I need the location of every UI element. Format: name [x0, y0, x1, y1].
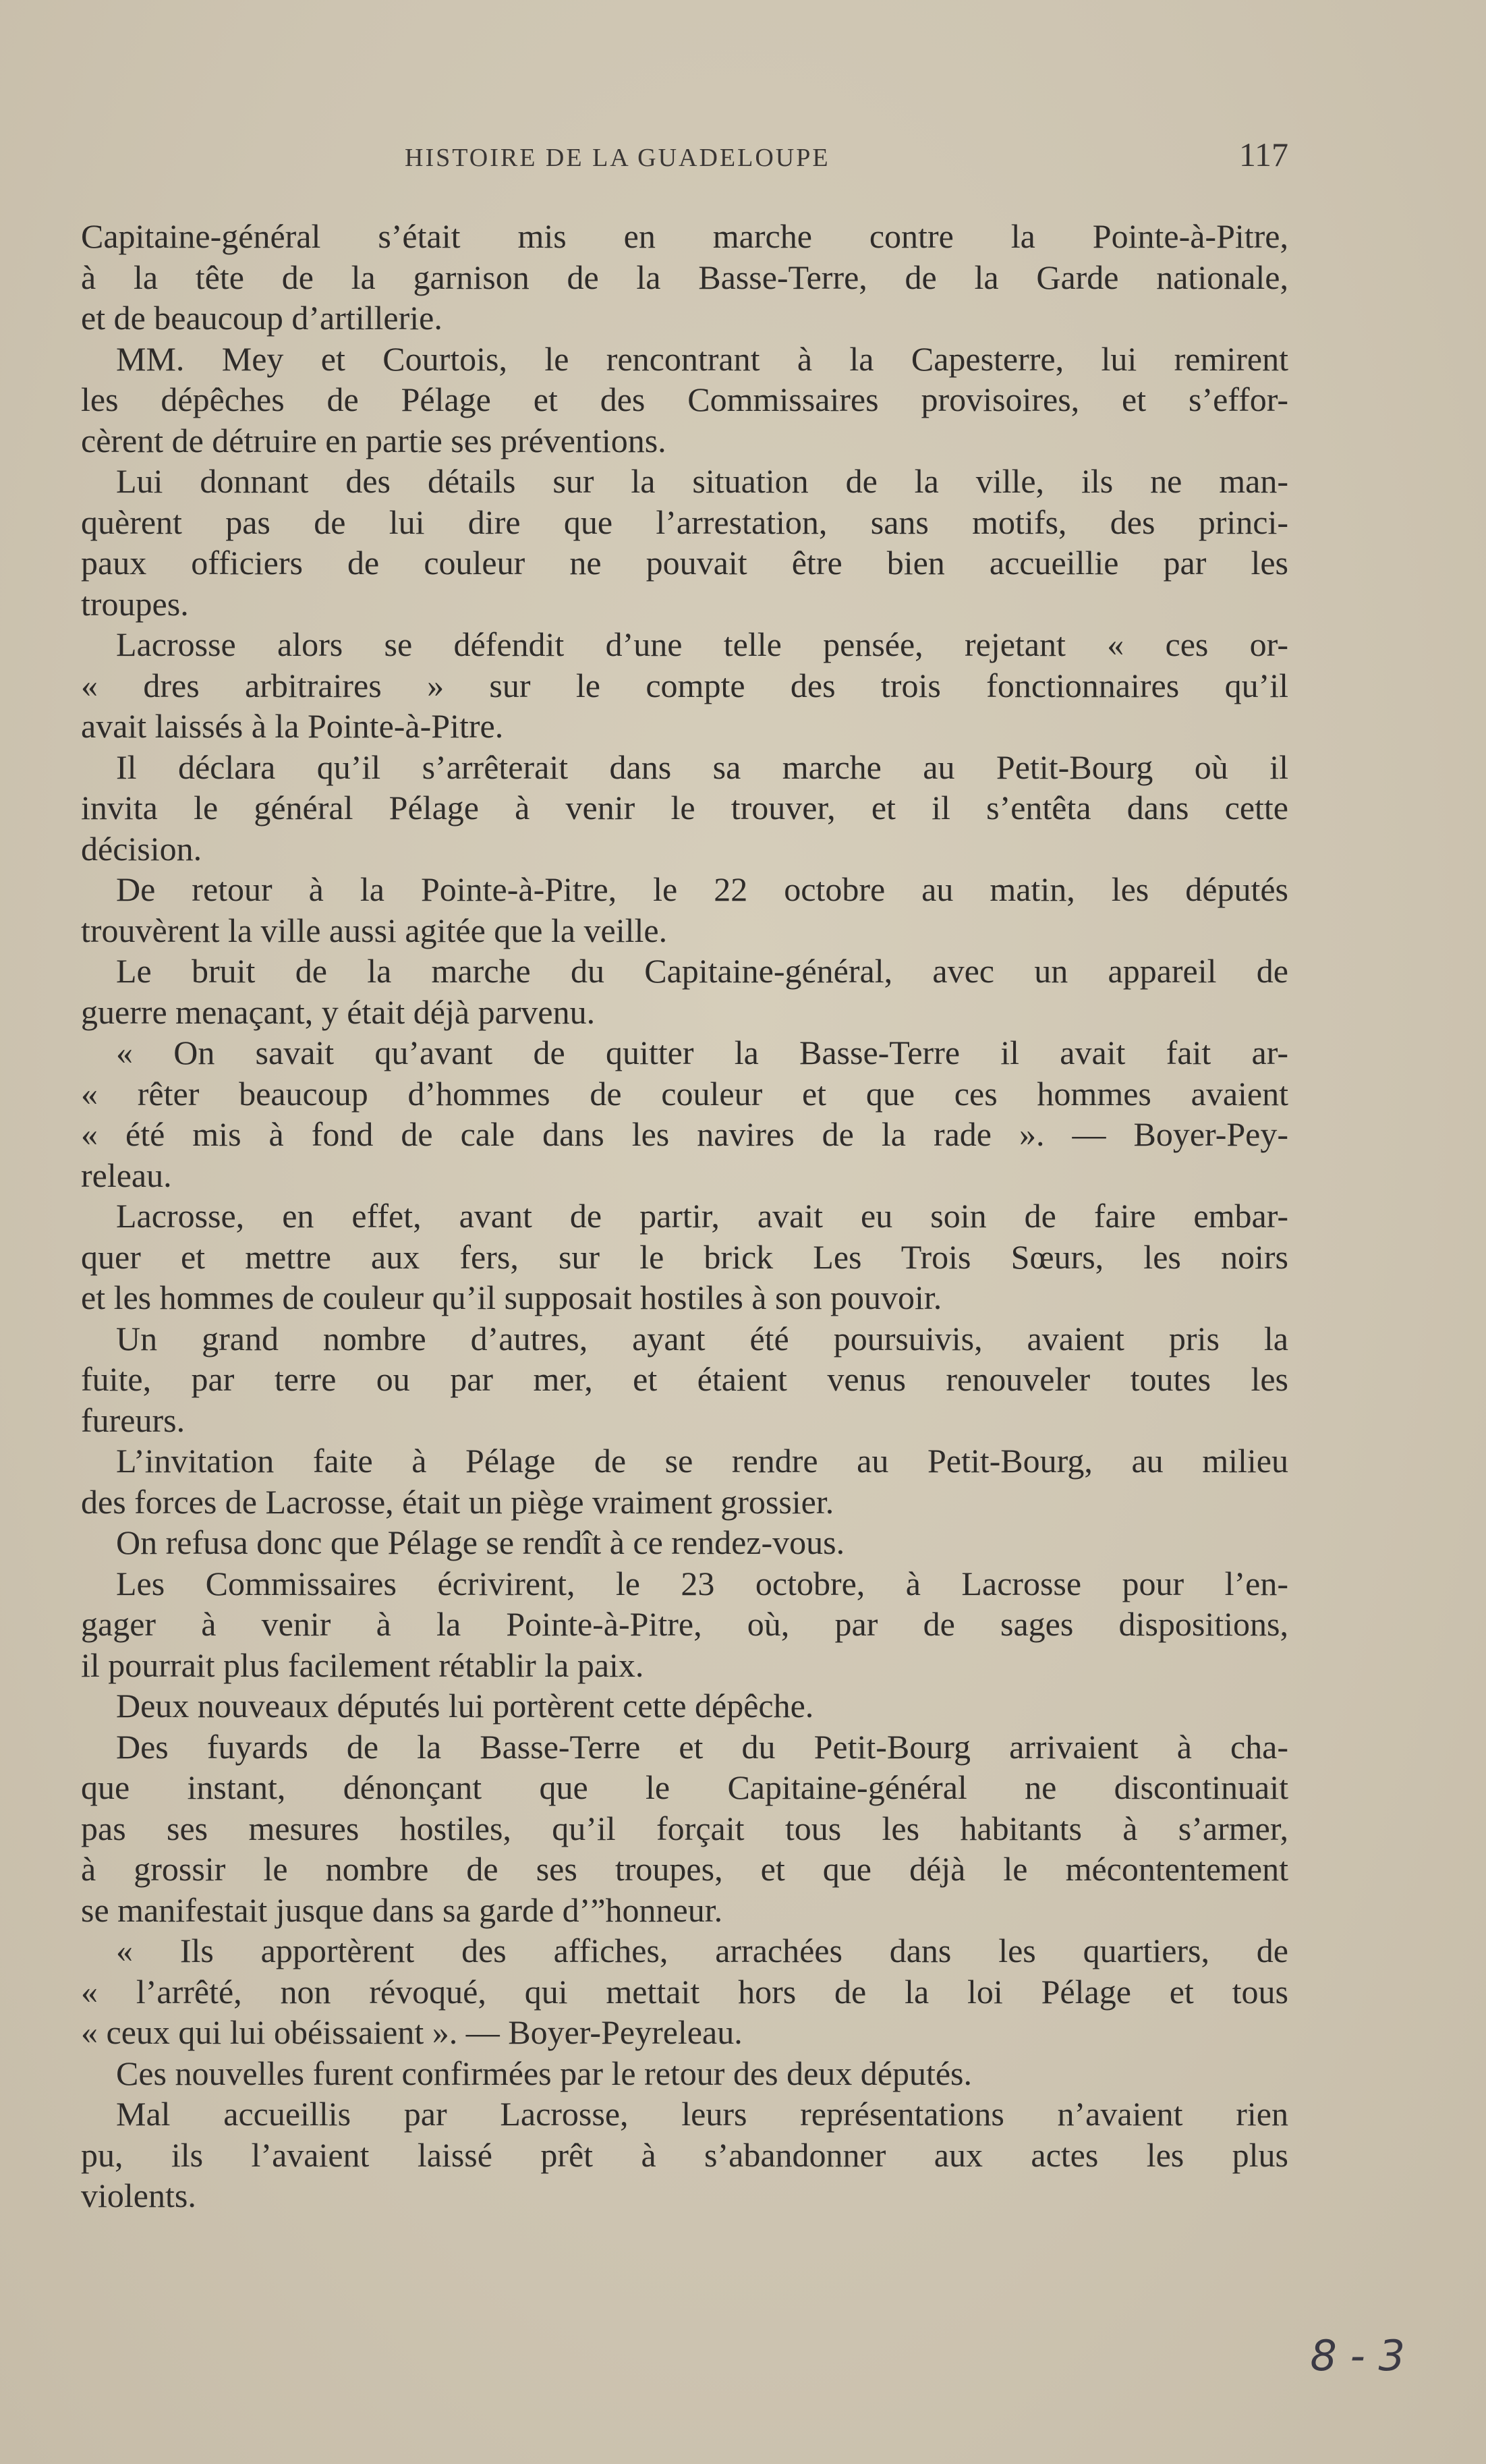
paragraph: [81, 624, 1288, 747]
paragraph: [81, 461, 1288, 624]
text-line: « été mis à fond de cale dans les navires de la rade ». — Boyer-Pey-: [81, 1115, 1288, 1153]
text-line: « dres arbitraires » sur le compte des trois fonctionnaires qu’il: [81, 666, 1288, 704]
text-line: il pourrait plus facilement rétablir la paix.: [81, 1646, 644, 1684]
text-line: Capitaine-général s’était mis en marche contre la Pointe-à-Pitre,: [81, 217, 1288, 255]
text-line: pas ses mesures hostiles, qu’il forçait tous les habitants à s’armer,: [81, 1809, 1288, 1847]
running-title: HISTOIRE DE LA GUADELOUPE: [405, 144, 830, 172]
text-line: On refusa donc que Pélage se rendît à ce rendez-vous.: [116, 1523, 845, 1561]
text-line: L’invitation faite à Pélage de se rendre au Petit-Bourg, au milieu: [116, 1442, 1288, 1480]
paragraph: [81, 1440, 1288, 1522]
quotation: [81, 1930, 1288, 2053]
body-text: [81, 216, 1288, 2216]
paragraph: [81, 1318, 1288, 1441]
paragraph: [81, 1685, 1288, 1727]
text-line: « On savait qu’avant de quitter la Basse-Terre il avait fait ar-: [116, 1034, 1288, 1071]
text-line: gager à venir à la Pointe-à-Pitre, où, par de sages dispositions,: [81, 1605, 1288, 1643]
text-line: à grossir le nombre de ses troupes, et que déjà le mécontentement: [81, 1850, 1288, 1888]
text-line: fureurs.: [81, 1401, 185, 1439]
paragraph: [81, 869, 1288, 951]
text-line: Ces nouvelles furent confirmées par le retour des deux députés.: [116, 2054, 973, 2092]
text-line: MM. Mey et Courtois, le rencontrant à la Capesterre, lui remirent: [116, 339, 1288, 378]
text-line: décision.: [81, 829, 202, 868]
text-line: quer et mettre aux fers, sur le brick Les Trois Sœurs, les noirs: [81, 1237, 1288, 1276]
text-line: et de beaucoup d’artillerie.: [81, 299, 442, 337]
text-line: Il déclara qu’il s’arrêterait dans sa marche au Petit-Bourg où il: [116, 748, 1288, 786]
paragraph: [81, 1563, 1288, 1686]
text-line: se manifestait jusque dans sa garde d’”honneur.: [81, 1891, 723, 1929]
paragraph: [81, 339, 1288, 461]
text-line: quèrent pas de lui dire que l’arrestation, sans motifs, des princi-: [81, 503, 1288, 541]
page-header: [81, 135, 1288, 182]
text-line: et les hommes de couleur qu’il supposait hostiles à son pouvoir.: [81, 1279, 942, 1316]
text-line: De retour à la Pointe-à-Pitre, le 22 octobre au matin, les députés: [116, 870, 1288, 908]
text-line: « rêter beaucoup d’hommes de couleur et que ces hommes avaient: [81, 1074, 1288, 1113]
text-line: fuite, par terre ou par mer, et étaient venus renouveler toutes les: [81, 1360, 1288, 1398]
text-line: violents.: [81, 2177, 196, 2214]
text-line: que instant, dénonçant que le Capitaine-général ne discontinuait: [81, 1768, 1288, 1806]
text-line: Mal accueillis par Lacrosse, leurs représentations n’avaient rien: [116, 2095, 1288, 2133]
text-line: Le bruit de la marche du Capitaine-général, avec un appareil de: [116, 952, 1288, 990]
text-line: avait laissés à la Pointe-à-Pitre.: [81, 707, 504, 745]
text-line: « Ils apportèrent des affiches, arrachées dans les quartiers, de: [116, 1932, 1288, 1969]
text-line: trouvèrent la ville aussi agitée que la veille.: [81, 911, 668, 949]
paragraph: [81, 747, 1288, 870]
paragraph: [81, 951, 1288, 1032]
text-line: pu, ils l’avaient laissé prêt à s’abandonner aux actes les plus: [81, 2135, 1288, 2174]
paragraph: [81, 2053, 1288, 2094]
text-line: releau.: [81, 1156, 172, 1194]
text-line: Lacrosse, en effet, avant de partir, avait eu soin de faire embar-: [116, 1197, 1288, 1235]
text-line: « l’arrêté, non révoqué, qui mettait hors de la loi Pélage et tous: [81, 1972, 1288, 2011]
text-line: invita le général Pélage à venir le trouver, et il s’entêta dans cette: [81, 789, 1288, 827]
paragraph: [81, 1727, 1288, 1931]
text-line: les dépêches de Pélage et des Commissaires provisoires, et s’effor-: [81, 381, 1288, 418]
text-line: cèrent de détruire en partie ses préventions.: [81, 421, 666, 459]
text-line: Lacrosse alors se défendit d’une telle pensée, rejetant « ces or-: [116, 625, 1288, 663]
paragraph: [81, 216, 1288, 339]
text-line: « ceux qui lui obéissaient ». — Boyer-Peyreleau.: [81, 2013, 743, 2051]
quotation: [81, 1032, 1288, 1196]
text-line: Lui donnant des détails sur la situation de la ville, ils ne man-: [116, 462, 1288, 500]
paragraph: [81, 2094, 1288, 2216]
text-line: à la tête de la garnison de la Basse-Terre, de la Garde nationale,: [81, 258, 1288, 296]
paragraph: [81, 1196, 1288, 1318]
text-line: Un grand nombre d’autres, ayant été poursuivis, avaient pris la: [116, 1319, 1288, 1357]
text-line: Des fuyards de la Basse-Terre et du Petit-Bourg arrivaient à cha-: [116, 1727, 1288, 1766]
text-line: Deux nouveaux députés lui portèrent cette dépêche.: [116, 1687, 814, 1725]
page-number: 117: [1238, 136, 1288, 173]
paragraph: [81, 1522, 1288, 1563]
text-line: paux officiers de couleur ne pouvait être bien accueillie par les: [81, 544, 1288, 582]
text-line: Les Commissaires écrivirent, le 23 octobre, à Lacrosse pour l’en-: [116, 1564, 1288, 1602]
text-line: guerre menaçant, y était déjà parvenu.: [81, 992, 596, 1031]
handwritten-note: 8 - 3: [1310, 2331, 1405, 2380]
text-line: des forces de Lacrosse, était un piège vraiment grossier.: [81, 1482, 834, 1521]
text-line: troupes.: [81, 584, 189, 623]
